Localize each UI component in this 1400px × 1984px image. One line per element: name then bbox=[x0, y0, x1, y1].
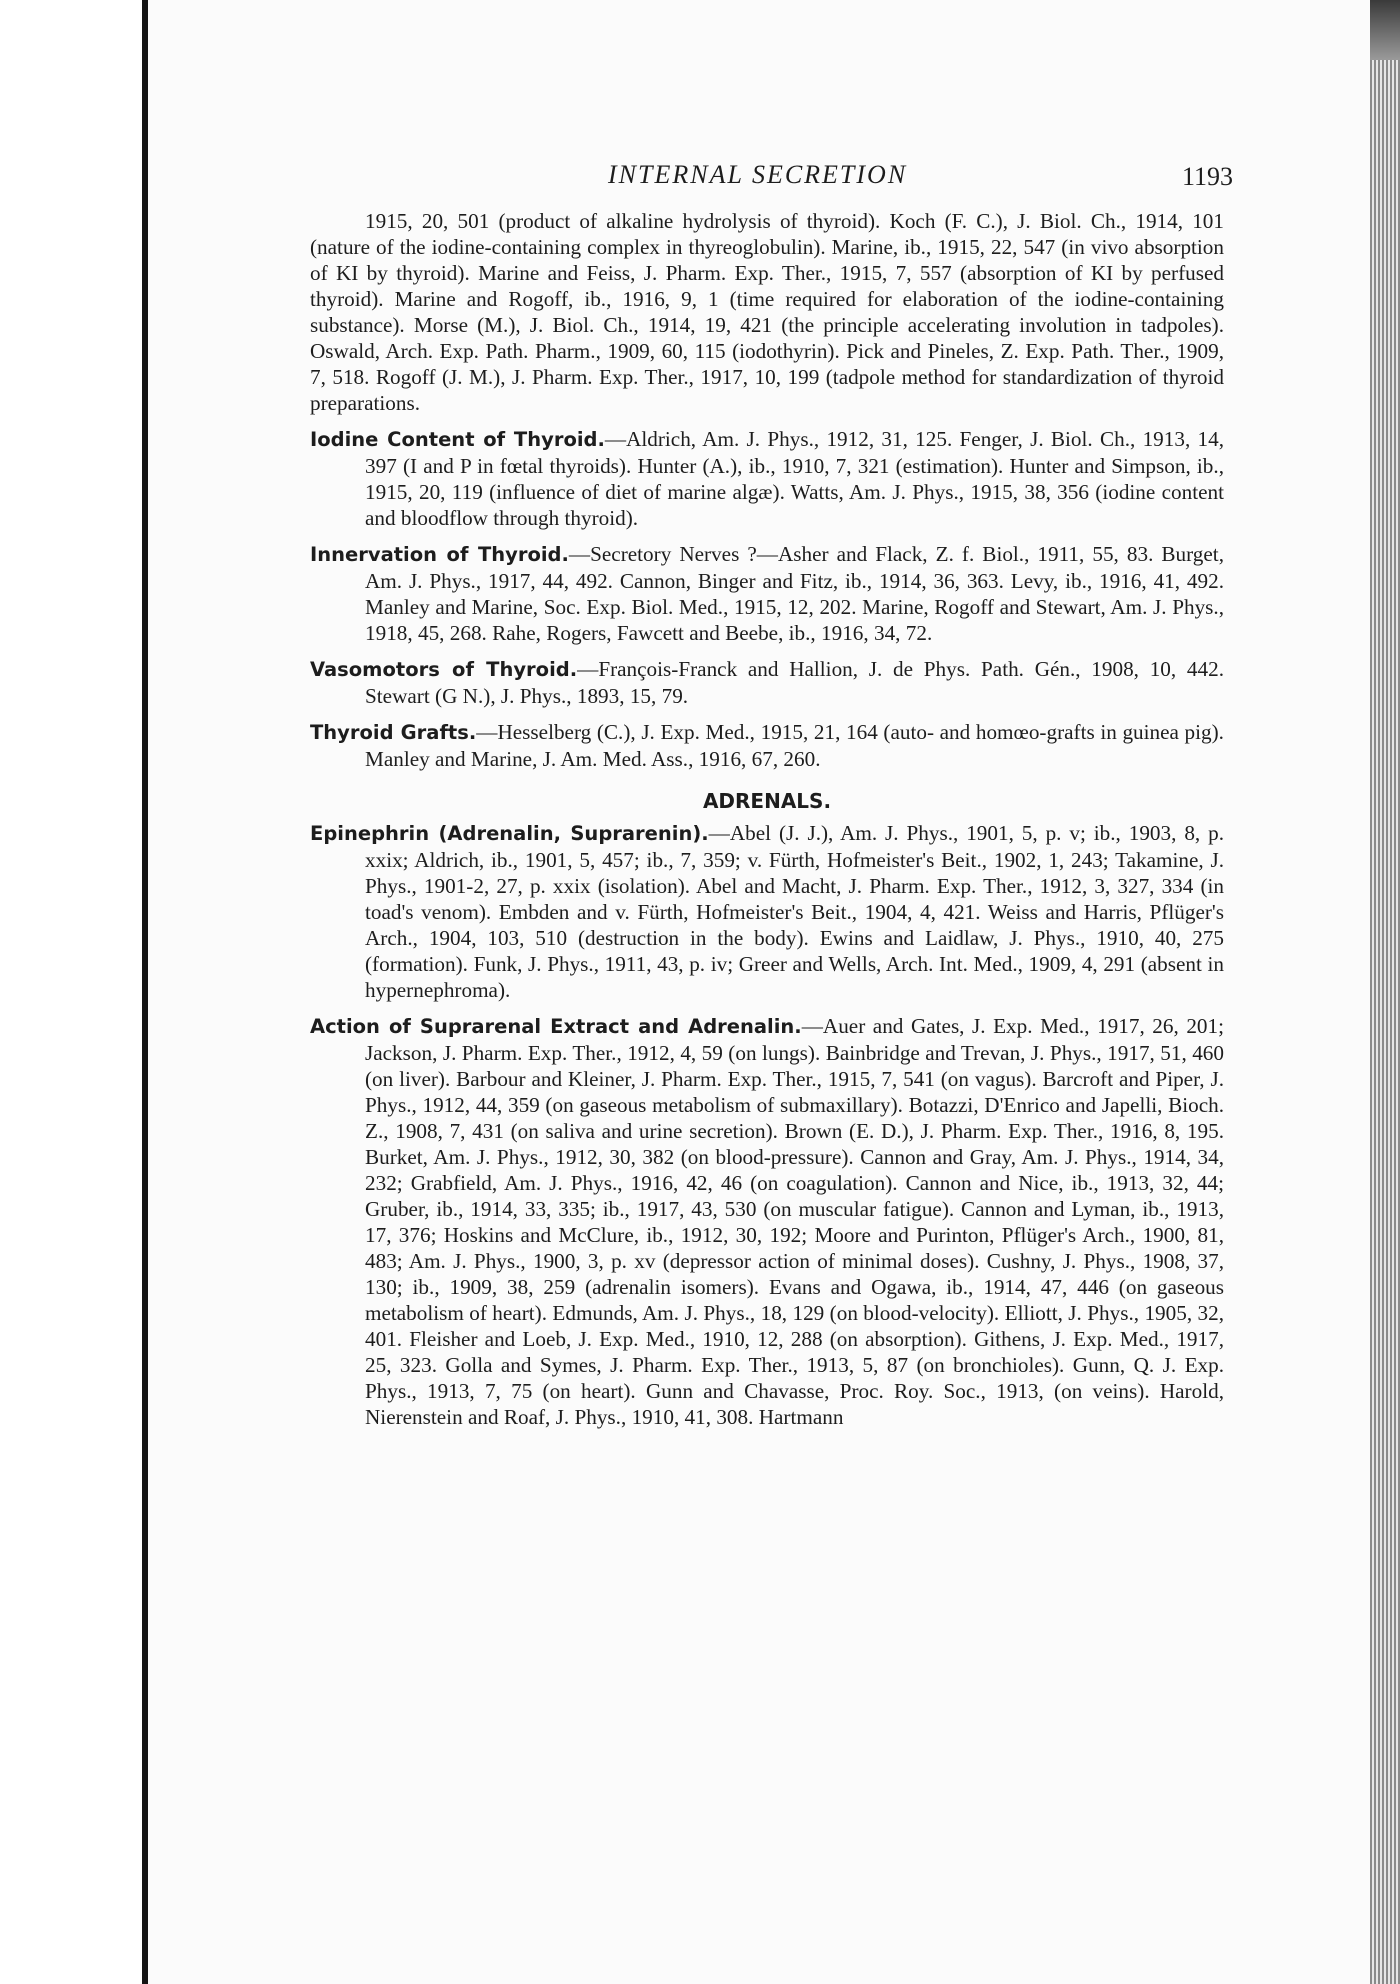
entry-heading: Innervation of Thyroid. bbox=[310, 543, 569, 566]
entry-suprarenal-action bbox=[310, 1013, 1224, 1430]
scan-left-margin bbox=[0, 0, 142, 1984]
entry-epinephrin bbox=[310, 820, 1224, 1003]
page-body bbox=[310, 208, 1224, 1430]
section-title: ADRENALS. bbox=[702, 789, 832, 813]
page-number: 1193 bbox=[1182, 162, 1234, 191]
entry-text: —Auer and Gates, J. Exp. Med., 1917, 26, 201; Jackson, J. Pharm. Exp. Ther., 1912, 4, 59 (on lungs). Bainbridge and Trevan, J. Phys., 1917, 51, 460 (on liver). Barbour and Kleiner, J. Pharm. Exp. Ther., 1915, 7, 541 (on vagus). Barcroft and Piper, J. Phys., 1912, 44, 359 (on gaseous metabolism of submaxillary). Botazzi, D'Enrico and Japelli, Bioch. Z., 1908, 7, 431 (on saliva and urine secretion). Brown (E. D.), J. Pharm. Exp. Ther., 1916, 8, 195. Burket, Am. J. Phys., 1912, 30, 382 (on blood-pressure). Cannon and Gray, Am. J. Phys., 1914, 34, 232; Grabfield, Am. J. Phys., 1916, 42, 46 (on coagulation). Cannon and Nice, ib., 1913, 32, 44; Gruber, ib., 1914, 33, 335; ib., 1917, 43, 530 (on muscular fatigue). Cannon and Lyman, ib., 1913, 17, 376; Hoskins and McClure, ib., 1912, 30, 192; Moore and Purinton, Pflüger's Arch., 1900, 81, 483; Am. J. Phys., 1900, 3, p. xv (depressor action of minimal doses). Cushny, J. Phys., 1908, 37, 130; ib., 1909, 38, 259 (adrenalin isomers). Evans and Ogawa, ib., 1914, 47, 446 (on gaseous metabolism of heart). Edmunds, Am. J. Phys., 18, 129 (on blood-velocity). Elliott, J. Phys., 1905, 32, 401. Fleisher and Loeb, J. Exp. Med., 1910, 12, 288 (on absorption). Githens, J. Exp. Med., 1917, 25, 323. Golla and Symes, J. Pharm. Exp. Ther., 1913, 5, 87 (on bronchioles). Gunn, Q. J. Exp. Phys., 1913, 7, 75 (on heart). Gunn and Chavasse, Proc. Roy. Soc., 1913, (on veins). Harold, Nierenstein and Roaf, J. Phys., 1910, 41, 308. Hartmann bbox=[365, 1014, 1224, 1429]
entry-heading: Iodine Content of Thyroid. bbox=[310, 428, 605, 451]
entry-innervation bbox=[310, 541, 1224, 646]
entry-text: —Aldrich, Am. J. Phys., 1912, 31, 125. Fenger, J. Biol. Ch., 1913, 14, 397 (I and P in fœtal thyroids). Hunter (A.), ib., 1910, 7, 321 (estimation). Hunter and Simpson, ib., 1915, 20, 119 (influence of diet of marine algæ). Watts, Am. J. Phys., 1915, 38, 356 (iodine content and bloodflow through thyroid). bbox=[365, 427, 1224, 530]
entry-vasomotors bbox=[310, 656, 1224, 709]
entry-heading: Epinephrin (Adrenalin, Suprarenin). bbox=[310, 822, 709, 845]
entry-text: —Abel (J. J.), Am. J. Phys., 1901, 5, p. v; ib., 1903, 8, p. xxix; Aldrich, ib., 1901, 5, 457; ib., 7, 359; v. Fürth, Hofmeister's Beit., 1902, 1, 243; Takamine, J. Phys., 1901-2, 27, p. xxix (isolation). Abel and Macht, J. Pharm. Exp. Ther., 1912, 3, 327, 334 (in toad's venom). Embden and v. Fürth, Hofmeister's Beit., 1904, 4, 421. Weiss and Harris, Pflüger's Arch., 1904, 103, 510 (destruction in the body). Ewins and Laidlaw, J. Phys., 1910, 40, 275 (formation). Funk, J. Phys., 1911, 43, p. iv; Greer and Wells, Arch. Int. Med., 1909, 4, 291 (absent in hypernephroma). bbox=[365, 821, 1224, 1002]
entry-text: —Secretory Nerves ?—Asher and Flack, Z. f. Biol., 1911, 55, 83. Burget, Am. J. Phys., 1917, 44, 492. Cannon, Binger and Fitz, ib., 1914, 36, 363. Levy, ib., 1916, 41, 492. Manley and Marine, Soc. Exp. Biol. Med., 1915, 12, 202. Marine, Rogoff and Stewart, Am. J. Phys., 1918, 45, 268. Rahe, Rogers, Fawcett and Beebe, ib., 1916, 34, 72. bbox=[365, 542, 1224, 645]
entry-text: —Hesselberg (C.), J. Exp. Med., 1915, 21, 164 (auto- and homœo-grafts in guinea pig). Manley and Marine, J. Am. Med. Ass., 1916, 67, 260. bbox=[365, 720, 1224, 771]
paragraph-text: 1915, 20, 501 (product of alkaline hydrolysis of thyroid). Koch (F. C.), J. Biol. Ch., 1914, 101 (nature of the iodine-containing complex in thyreoglobulin). Marine, ib., 1915, 22, 547 (in vivo absorption of KI by thyroid). Marine and Feiss, J. Pharm. Exp. Ther., 1915, 7, 557 (absorption of KI by perfused thyroid). Marine and Rogoff, ib., 1916, 9, 1 (time required for elaboration of the iodine-containing substance). Morse (M.), J. Biol. Ch., 1914, 19, 421 (the principle accelerating involution in tadpoles). Oswald, Arch. Exp. Path. Pharm., 1909, 60, 115 (iodothyrin). Pick and Pineles, Z. Exp. Path. Ther., 1909, 7, 518. Rogoff (J. M.), J. Pharm. Exp. Ther., 1917, 10, 199 (tadpole method for standardization of thyroid preparations. bbox=[310, 209, 1224, 415]
entry-iodine-content bbox=[310, 426, 1224, 531]
entry-text: —François-Franck and Hallion, J. de Phys. Path. Gén., 1908, 10, 442. Stewart (G N.), J. Phys., 1893, 15, 79. bbox=[365, 657, 1224, 708]
entry-heading: Action of Suprarenal Extract and Adrenalin. bbox=[310, 1015, 802, 1038]
page-stack-edge bbox=[1370, 0, 1400, 1984]
paragraph-continuation bbox=[310, 208, 1224, 416]
page-stack-edge-top bbox=[1370, 0, 1400, 60]
entry-thyroid-grafts bbox=[310, 719, 1224, 772]
running-head: INTERNAL SECRETION bbox=[608, 160, 908, 189]
entry-heading: Thyroid Grafts. bbox=[310, 721, 477, 744]
entry-heading: Vasomotors of Thyroid. bbox=[310, 658, 578, 681]
